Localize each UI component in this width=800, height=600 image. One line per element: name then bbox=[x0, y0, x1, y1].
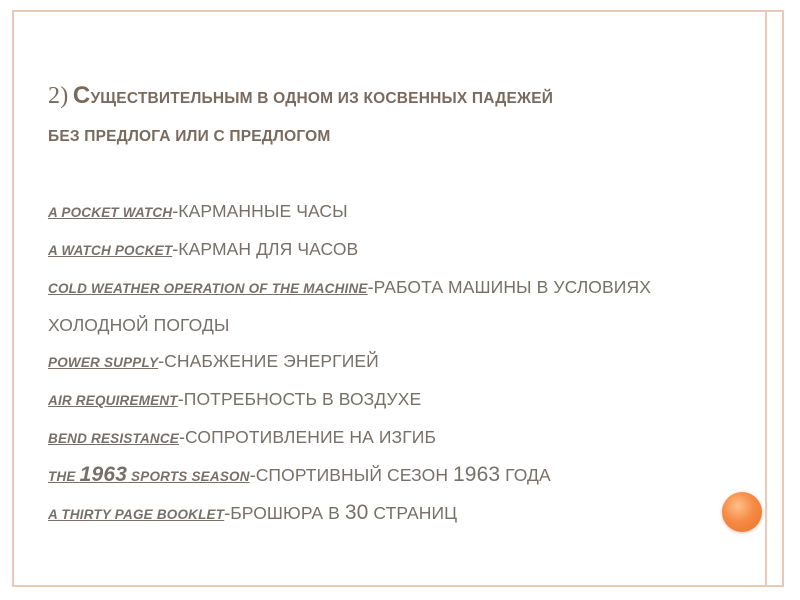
entry-english: A THIRTY PAGE BOOKLET bbox=[48, 507, 225, 522]
title-line-2: БЕЗ ПРЕДЛОГА ИЛИ С ПРЕДЛОГОМ bbox=[48, 128, 331, 145]
entry-russian-pre: БРОШЮРА В bbox=[230, 503, 345, 523]
entry-separator: - bbox=[179, 427, 186, 447]
entry-separator: - bbox=[367, 277, 374, 297]
entry-english bbox=[48, 463, 250, 486]
entry-russian: СНАБЖЕНИЕ ЭНЕРГИЕЙ bbox=[164, 351, 379, 371]
entry-russian-post: ГОДА bbox=[500, 465, 551, 485]
title-number: 2 bbox=[48, 83, 61, 109]
entry-separator: - bbox=[172, 239, 179, 259]
entry-russian: ПОТРЕБНОСТЬ В ВОЗДУХЕ bbox=[183, 389, 422, 409]
entry-separator: - bbox=[172, 201, 179, 221]
entry-russian: КАРМАН ДЛЯ ЧАСОВ bbox=[178, 239, 359, 259]
entry-russian bbox=[230, 503, 457, 523]
entry-english-year: 1963 bbox=[79, 463, 128, 486]
entry-russian: КАРМАННЫЕ ЧАСЫ bbox=[178, 201, 348, 221]
entry-sports-season bbox=[48, 457, 748, 495]
entry-english: COLD WEATHER OPERATION OF THE MACHINE bbox=[48, 281, 368, 296]
entry-cold-weather-operation bbox=[48, 269, 748, 343]
entry-russian bbox=[256, 465, 551, 485]
title-line-1 bbox=[48, 77, 748, 118]
slide-title bbox=[48, 77, 748, 156]
entry-bend-resistance bbox=[48, 419, 748, 457]
entry-russian: РАБОТА МАШИНЫ В УСЛОВИЯХ ХОЛОДНОЙ ПОГОДЫ bbox=[48, 277, 651, 335]
entry-russian: СОПРОТИВЛЕНИЕ НА ИЗГИБ bbox=[185, 427, 437, 447]
slide-decor-line bbox=[765, 10, 767, 587]
entry-air-requirement bbox=[48, 381, 748, 419]
entry-thirty-page-booklet bbox=[48, 495, 748, 533]
entry-separator: - bbox=[158, 351, 165, 371]
title-line-1-text: УЩЕСТВИТЕЛЬНЫМ В ОДНОМ ИЗ КОСВЕННЫХ ПАДЕЖЕЙ bbox=[90, 90, 554, 107]
entry-power-supply bbox=[48, 343, 748, 381]
entry-separator: - bbox=[249, 465, 256, 485]
entry-watch-pocket bbox=[48, 231, 748, 269]
entry-english: BEND RESISTANCE bbox=[48, 431, 180, 446]
entries-list bbox=[48, 193, 748, 533]
entry-english-post: SPORTS SEASON bbox=[127, 469, 250, 484]
entry-english: POWER SUPPLY bbox=[48, 355, 159, 370]
entry-russian-post: СТРАНИЦ bbox=[368, 503, 458, 523]
entry-russian-pre: СПОРТИВНЫЙ СЕЗОН bbox=[255, 465, 454, 485]
entry-english-pre: THE bbox=[48, 469, 80, 484]
title-paren: ) bbox=[60, 83, 69, 109]
entry-english: AIR REQUIREMENT bbox=[48, 393, 178, 408]
entry-separator: - bbox=[177, 389, 184, 409]
entry-english: A WATCH POCKET bbox=[48, 243, 173, 258]
title-first-letter: С bbox=[72, 82, 91, 109]
entry-russian-year: 1963 bbox=[453, 463, 501, 486]
entry-english: A POCKET WATCH bbox=[48, 205, 173, 220]
entry-russian-number: 30 bbox=[344, 501, 369, 524]
entry-pocket-watch bbox=[48, 193, 748, 231]
entry-separator: - bbox=[224, 503, 231, 523]
